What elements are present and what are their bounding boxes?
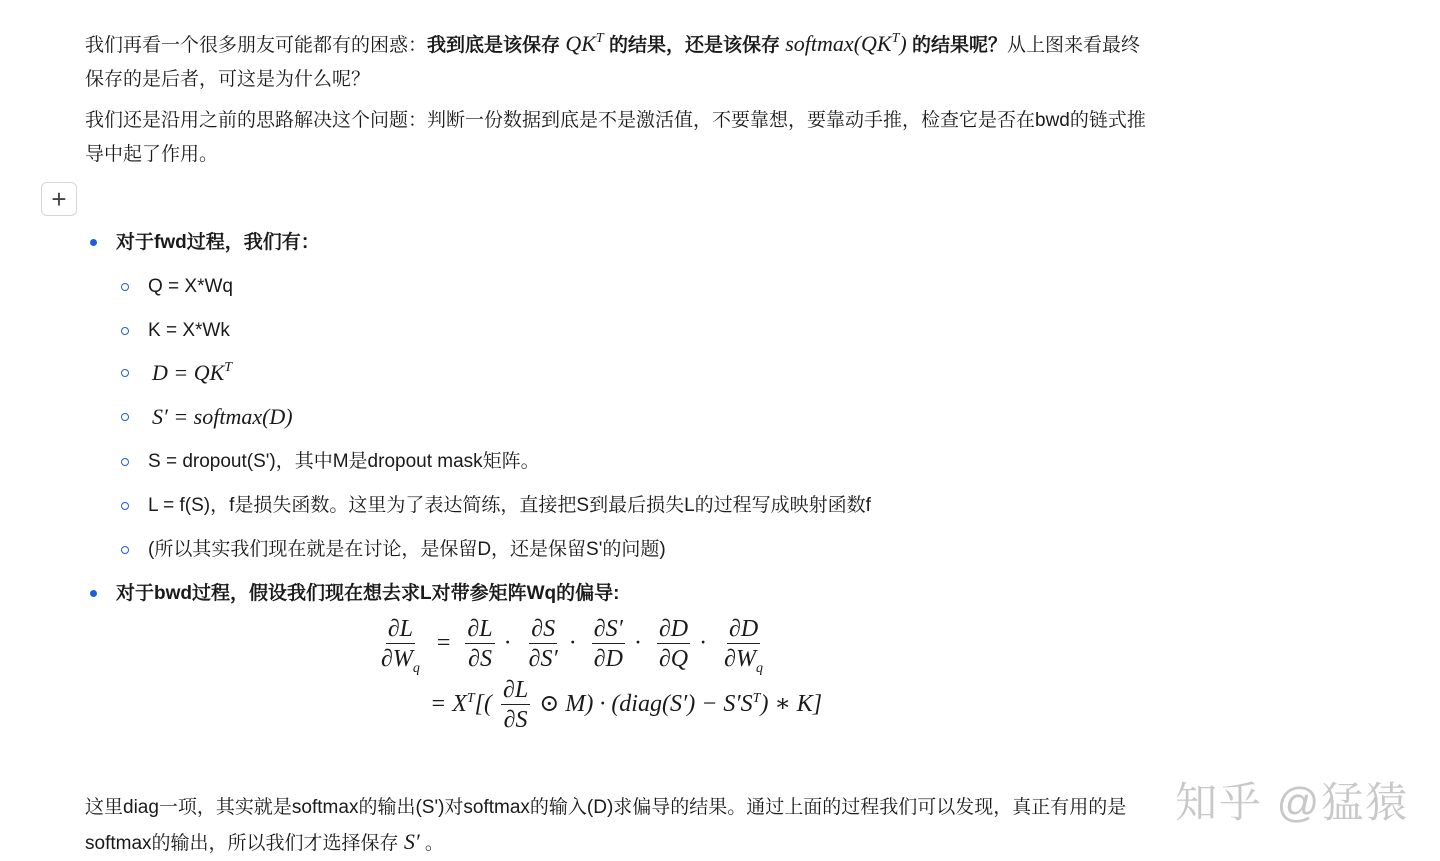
numerator: ∂D bbox=[728, 616, 759, 642]
paragraph-approach: 我们还是沿用之前的思路解决这个问题：判断一份数据到底是不是激活值，不要靠想，要靠动手推，检查它是否在bwd的链式推导中起了作用。 bbox=[85, 110, 1146, 165]
fraction bbox=[592, 615, 625, 674]
item-text: K = X*Wk bbox=[148, 320, 230, 341]
item-text: Q = X*Wq bbox=[148, 276, 233, 297]
sub: q bbox=[412, 661, 420, 676]
denominator bbox=[722, 644, 765, 674]
watermark: 知乎 @猛猿 bbox=[1175, 779, 1410, 826]
circle-bullet-icon bbox=[121, 502, 129, 510]
bullet-text: 对于fwd过程，我们有： bbox=[116, 232, 320, 253]
list-item bbox=[148, 272, 233, 302]
numerator: ∂S′ bbox=[593, 616, 623, 642]
numerator: ∂L bbox=[503, 677, 529, 703]
list-item bbox=[152, 358, 232, 390]
math-text: D = QK bbox=[152, 360, 225, 385]
math-text: S′ = softmax(D) bbox=[152, 404, 293, 429]
formula-line-2 bbox=[430, 676, 822, 735]
math bbox=[152, 360, 232, 385]
den-text: ∂W bbox=[724, 646, 756, 672]
numerator: ∂S bbox=[531, 616, 556, 642]
add-block-button[interactable] bbox=[41, 182, 77, 216]
text: 我们再看一个很多朋友可能都有的困惑： bbox=[85, 35, 428, 56]
circle-bullet-icon bbox=[121, 369, 129, 377]
numerator: ∂D bbox=[658, 616, 689, 642]
circle-bullet-icon bbox=[121, 283, 129, 291]
circle-bullet-icon bbox=[121, 413, 129, 421]
math-sup: T bbox=[891, 31, 900, 46]
math: [( bbox=[474, 691, 492, 718]
text: 从上图来看最终保存的是后者，可这是为什么呢？ bbox=[85, 35, 1141, 90]
fraction bbox=[657, 615, 690, 674]
sup: T bbox=[752, 691, 761, 707]
bullet-fwd bbox=[116, 228, 320, 258]
math-sup: T bbox=[224, 360, 233, 375]
math: QK bbox=[565, 31, 596, 56]
den-text: ∂W bbox=[381, 646, 413, 672]
math: softmax(QK bbox=[785, 31, 892, 56]
circle-bullet-icon bbox=[121, 546, 129, 554]
math: = X bbox=[430, 691, 467, 718]
list-item bbox=[148, 447, 540, 477]
list-item bbox=[148, 535, 666, 565]
denominator: ∂S′ bbox=[528, 646, 558, 672]
paragraph-question bbox=[85, 27, 1155, 97]
bullet-dot-icon bbox=[90, 590, 97, 597]
fraction bbox=[379, 615, 422, 674]
denominator bbox=[379, 644, 422, 674]
sub: q bbox=[756, 661, 763, 676]
numerator: ∂L bbox=[387, 616, 414, 642]
bold-text: 的结果，还是该保存 bbox=[608, 35, 780, 56]
math-softmax bbox=[785, 31, 906, 56]
text: 。 bbox=[424, 833, 444, 854]
bold-text: 我到底是该保存 bbox=[427, 35, 561, 56]
numerator: ∂L bbox=[467, 616, 493, 642]
item-text: (所以其实我们现在就是在讨论，是保留D，还是保留S'的问题) bbox=[148, 539, 666, 560]
math: ) bbox=[899, 31, 907, 56]
fraction bbox=[527, 615, 560, 674]
text: 这里diag一项，其实就是softmax的输出(S')对softmax的输入(D)求偏导的结果。通过上面的过程我们可以发现，真正有用的是softmax的输出，所以我们才选择保存 bbox=[85, 797, 1127, 854]
math: ⊙ M) · (diag(S′) − S′S bbox=[539, 691, 753, 718]
denominator: ∂D bbox=[593, 646, 623, 672]
list-item bbox=[152, 402, 293, 434]
denominator: ∂S bbox=[468, 646, 492, 672]
bullet-dot-icon bbox=[90, 239, 97, 246]
paragraph-conclusion bbox=[85, 791, 1155, 861]
fraction bbox=[501, 676, 530, 735]
circle-bullet-icon bbox=[121, 458, 129, 466]
denominator: ∂S bbox=[503, 707, 528, 733]
item-text: L = f(S)，f是损失函数。这里为了表达简练，直接把S到最后损失L的过程写成映射函数f bbox=[148, 495, 871, 516]
math-qkt bbox=[565, 31, 603, 56]
math: ) ∗ K] bbox=[760, 691, 823, 718]
formula-line-1: $\frac{\partial L}{\partial W_q}$ = $\frac{\partial L}{\partial S}$ · $\frac{\partial S}{\partial S'}$ · $\frac{\partial S'}{\partial D}$ · $\frac{\partial D}{\partial Q}$ · $\frac{\partial D}{\partial W_q}$ bbox=[381, 616, 763, 676]
list-item bbox=[148, 491, 871, 521]
bullet-text: 对于bwd过程，假设我们现在想去求L对带参矩阵Wq的偏导: bbox=[116, 583, 620, 604]
item-text: S = dropout(S')，其中M是dropout mask矩阵。 bbox=[148, 451, 540, 472]
math: S′ bbox=[403, 829, 420, 854]
denominator: ∂Q bbox=[658, 646, 689, 672]
bold-text: 的结果呢？ bbox=[911, 35, 1007, 56]
math-sup: T bbox=[595, 31, 604, 46]
list-item bbox=[148, 316, 230, 346]
circle-bullet-icon bbox=[121, 327, 129, 335]
sup: T bbox=[466, 691, 475, 707]
bullet-bwd bbox=[116, 579, 619, 609]
fraction bbox=[722, 615, 765, 674]
plus-icon: + bbox=[51, 183, 67, 214]
fraction bbox=[465, 615, 494, 674]
